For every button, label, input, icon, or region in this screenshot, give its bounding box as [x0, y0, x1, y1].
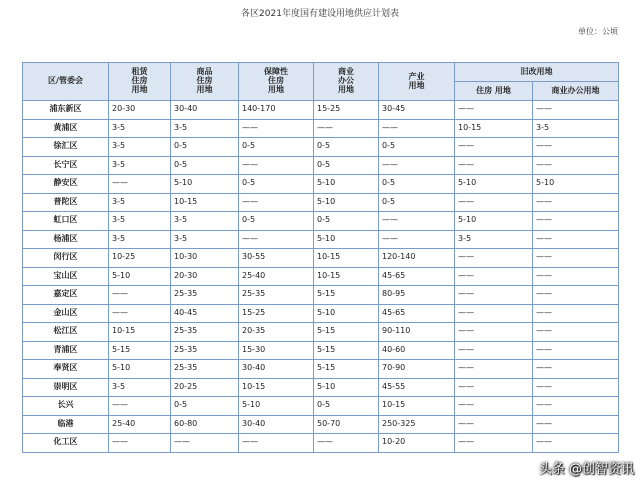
- table-row: [23, 193, 619, 212]
- cell-business: 5-10: [314, 378, 379, 397]
- cell-business: 10-15: [314, 249, 379, 268]
- cell-district: 嘉定区: [23, 286, 109, 305]
- cell-industrial: ——: [379, 230, 455, 249]
- cell-reno-housing: 10-15: [455, 119, 533, 138]
- cell-rental: ——: [109, 304, 171, 323]
- cell-reno-business: ——: [533, 360, 619, 379]
- table-row: [23, 156, 619, 175]
- cell-rental: 10-15: [109, 323, 171, 342]
- table-row: [23, 212, 619, 231]
- cell-commercial: 10-15: [171, 193, 239, 212]
- cell-industrial: 80-95: [379, 286, 455, 305]
- cell-commercial: 30-40: [171, 101, 239, 120]
- cell-affordable: ——: [239, 156, 314, 175]
- cell-business: 50-70: [314, 415, 379, 434]
- cell-commercial: 0-5: [171, 156, 239, 175]
- cell-rental: 3-5: [109, 138, 171, 157]
- cell-rental: 5-10: [109, 267, 171, 286]
- cell-commercial: 40-45: [171, 304, 239, 323]
- cell-industrial: 90-110: [379, 323, 455, 342]
- cell-reno-housing: ——: [455, 434, 533, 453]
- table-row: [23, 304, 619, 323]
- cell-commercial: 25-35: [171, 323, 239, 342]
- table-row: [23, 230, 619, 249]
- cell-rental: 3-5: [109, 193, 171, 212]
- cell-affordable: ——: [239, 230, 314, 249]
- cell-district: 闵行区: [23, 249, 109, 268]
- cell-rental: 20-30: [109, 101, 171, 120]
- cell-industrial: 10-15: [379, 397, 455, 416]
- land-supply-table: [22, 62, 619, 453]
- cell-reno-housing: ——: [455, 304, 533, 323]
- cell-commercial: 3-5: [171, 230, 239, 249]
- cell-affordable: 0-5: [239, 138, 314, 157]
- cell-rental: 10-25: [109, 249, 171, 268]
- table-row: [23, 378, 619, 397]
- cell-rental: ——: [109, 175, 171, 194]
- cell-industrial: 40-60: [379, 341, 455, 360]
- cell-district: 金山区: [23, 304, 109, 323]
- cell-industrial: 250-325: [379, 415, 455, 434]
- cell-reno-business: ——: [533, 249, 619, 268]
- cell-rental: 5-15: [109, 341, 171, 360]
- cell-commercial: 25-35: [171, 341, 239, 360]
- cell-rental: ——: [109, 397, 171, 416]
- cell-commercial: 25-35: [171, 360, 239, 379]
- cell-commercial: 3-5: [171, 212, 239, 231]
- cell-affordable: ——: [239, 434, 314, 453]
- cell-commercial: 5-10: [171, 175, 239, 194]
- table-row: [23, 415, 619, 434]
- cell-industrial: 30-45: [379, 101, 455, 120]
- table-row: [23, 360, 619, 379]
- cell-industrial: ——: [379, 212, 455, 231]
- cell-commercial: 20-30: [171, 267, 239, 286]
- cell-reno-housing: ——: [455, 249, 533, 268]
- cell-business: 5-10: [314, 304, 379, 323]
- cell-district: 化工区: [23, 434, 109, 453]
- cell-commercial: 3-5: [171, 119, 239, 138]
- cell-reno-housing: ——: [455, 341, 533, 360]
- cell-affordable: 25-35: [239, 286, 314, 305]
- cell-business: 5-15: [314, 286, 379, 305]
- cell-reno-housing: ——: [455, 138, 533, 157]
- cell-reno-housing: ——: [455, 323, 533, 342]
- cell-reno-business: ——: [533, 323, 619, 342]
- cell-industrial: 120-140: [379, 249, 455, 268]
- cell-reno-business: 5-10: [533, 175, 619, 194]
- cell-affordable: 0-5: [239, 175, 314, 194]
- cell-district: 徐汇区: [23, 138, 109, 157]
- cell-reno-business: ——: [533, 397, 619, 416]
- cell-rental: 3-5: [109, 378, 171, 397]
- unit-label: 单位：公顷: [578, 27, 618, 36]
- cell-business: 15-25: [314, 101, 379, 120]
- cell-reno-housing: ——: [455, 193, 533, 212]
- cell-reno-business: ——: [533, 378, 619, 397]
- table-row: [23, 249, 619, 268]
- header-rental: 租赁 住房 用地: [109, 63, 171, 101]
- cell-affordable: 140-170: [239, 101, 314, 120]
- cell-business: 5-10: [314, 230, 379, 249]
- cell-reno-business: ——: [533, 267, 619, 286]
- table-row: [23, 434, 619, 453]
- cell-district: 浦东新区: [23, 101, 109, 120]
- cell-reno-business: ——: [533, 434, 619, 453]
- cell-district: 奉贤区: [23, 360, 109, 379]
- header-renovation: 旧改用地: [455, 63, 619, 82]
- cell-reno-housing: 3-5: [455, 230, 533, 249]
- table-row: [23, 267, 619, 286]
- table-row: [23, 175, 619, 194]
- cell-business: 5-15: [314, 360, 379, 379]
- cell-affordable: 15-25: [239, 304, 314, 323]
- cell-reno-housing: 5-10: [455, 212, 533, 231]
- cell-reno-business: ——: [533, 230, 619, 249]
- header-district: 区/管委会: [23, 63, 109, 101]
- cell-industrial: 45-65: [379, 304, 455, 323]
- cell-rental: ——: [109, 434, 171, 453]
- cell-reno-housing: ——: [455, 101, 533, 120]
- cell-district: 崇明区: [23, 378, 109, 397]
- cell-commercial: 60-80: [171, 415, 239, 434]
- cell-district: 黄浦区: [23, 119, 109, 138]
- cell-reno-housing: ——: [455, 286, 533, 305]
- header-affordable: 保障性 住房 用地: [239, 63, 314, 101]
- table-row: [23, 138, 619, 157]
- cell-district: 松江区: [23, 323, 109, 342]
- page-title: 各区2021年度国有建设用地供应计划表: [241, 9, 399, 19]
- cell-business: 0-5: [314, 397, 379, 416]
- cell-reno-business: ——: [533, 415, 619, 434]
- cell-business: 0-5: [314, 212, 379, 231]
- cell-business: 5-10: [314, 175, 379, 194]
- cell-rental: 3-5: [109, 119, 171, 138]
- cell-reno-housing: ——: [455, 415, 533, 434]
- cell-reno-business: ——: [533, 193, 619, 212]
- cell-district: 临港: [23, 415, 109, 434]
- header-renovation-housing: 住房 用地: [455, 82, 533, 101]
- cell-reno-housing: ——: [455, 397, 533, 416]
- cell-district: 宝山区: [23, 267, 109, 286]
- header-business-office: 商业 办公 用地: [314, 63, 379, 101]
- cell-affordable: 15-30: [239, 341, 314, 360]
- cell-business: 0-5: [314, 138, 379, 157]
- header-industrial: 产业 用地: [379, 63, 455, 101]
- cell-reno-business: 3-5: [533, 119, 619, 138]
- cell-industrial: ——: [379, 119, 455, 138]
- cell-business: 5-15: [314, 341, 379, 360]
- cell-district: 青浦区: [23, 341, 109, 360]
- cell-district: 虹口区: [23, 212, 109, 231]
- cell-reno-housing: ——: [455, 156, 533, 175]
- cell-industrial: 10-20: [379, 434, 455, 453]
- cell-reno-business: ——: [533, 286, 619, 305]
- cell-industrial: ——: [379, 156, 455, 175]
- cell-reno-housing: 5-10: [455, 175, 533, 194]
- cell-affordable: 20-35: [239, 323, 314, 342]
- cell-reno-business: ——: [533, 341, 619, 360]
- cell-reno-business: ——: [533, 304, 619, 323]
- cell-affordable: 30-40: [239, 360, 314, 379]
- cell-affordable: 30-40: [239, 415, 314, 434]
- cell-reno-business: ——: [533, 138, 619, 157]
- cell-affordable: 10-15: [239, 378, 314, 397]
- cell-industrial: 70-90: [379, 360, 455, 379]
- cell-business: ——: [314, 119, 379, 138]
- watermark: 头条 @创智资讯: [538, 462, 634, 477]
- header-commercial-housing: 商品 住房 用地: [171, 63, 239, 101]
- table-body: [23, 101, 619, 453]
- cell-rental: 3-5: [109, 212, 171, 231]
- table-row: [23, 101, 619, 120]
- cell-industrial: 45-55: [379, 378, 455, 397]
- cell-business: 10-15: [314, 267, 379, 286]
- cell-affordable: ——: [239, 119, 314, 138]
- cell-industrial: 0-5: [379, 138, 455, 157]
- cell-district: 普陀区: [23, 193, 109, 212]
- cell-reno-housing: ——: [455, 378, 533, 397]
- cell-business: 0-5: [314, 156, 379, 175]
- cell-rental: 5-10: [109, 360, 171, 379]
- table-row: [23, 397, 619, 416]
- cell-district: 长宁区: [23, 156, 109, 175]
- table-row: [23, 119, 619, 138]
- cell-business: 5-10: [314, 193, 379, 212]
- cell-industrial: 0-5: [379, 193, 455, 212]
- cell-district: 杨浦区: [23, 230, 109, 249]
- cell-rental: 25-40: [109, 415, 171, 434]
- cell-industrial: 0-5: [379, 175, 455, 194]
- cell-business: ——: [314, 434, 379, 453]
- table-row: [23, 323, 619, 342]
- cell-rental: ——: [109, 286, 171, 305]
- cell-commercial: 10-30: [171, 249, 239, 268]
- cell-rental: 3-5: [109, 156, 171, 175]
- cell-affordable: 25-40: [239, 267, 314, 286]
- cell-affordable: 5-10: [239, 397, 314, 416]
- cell-reno-business: ——: [533, 212, 619, 231]
- cell-reno-housing: ——: [455, 267, 533, 286]
- table-row: [23, 286, 619, 305]
- cell-commercial: 0-5: [171, 397, 239, 416]
- cell-district: 静安区: [23, 175, 109, 194]
- table-row: [23, 341, 619, 360]
- cell-reno-housing: ——: [455, 360, 533, 379]
- cell-commercial: 20-25: [171, 378, 239, 397]
- cell-rental: 3-5: [109, 230, 171, 249]
- cell-business: 5-15: [314, 323, 379, 342]
- cell-industrial: 45-65: [379, 267, 455, 286]
- cell-affordable: ——: [239, 193, 314, 212]
- cell-affordable: 30-55: [239, 249, 314, 268]
- cell-commercial: 0-5: [171, 138, 239, 157]
- cell-commercial: ——: [171, 434, 239, 453]
- cell-reno-business: ——: [533, 101, 619, 120]
- cell-affordable: 0-5: [239, 212, 314, 231]
- cell-district: 长兴: [23, 397, 109, 416]
- header-renovation-business: 商业办公用地: [533, 82, 619, 101]
- cell-commercial: 25-35: [171, 286, 239, 305]
- cell-reno-business: ——: [533, 156, 619, 175]
